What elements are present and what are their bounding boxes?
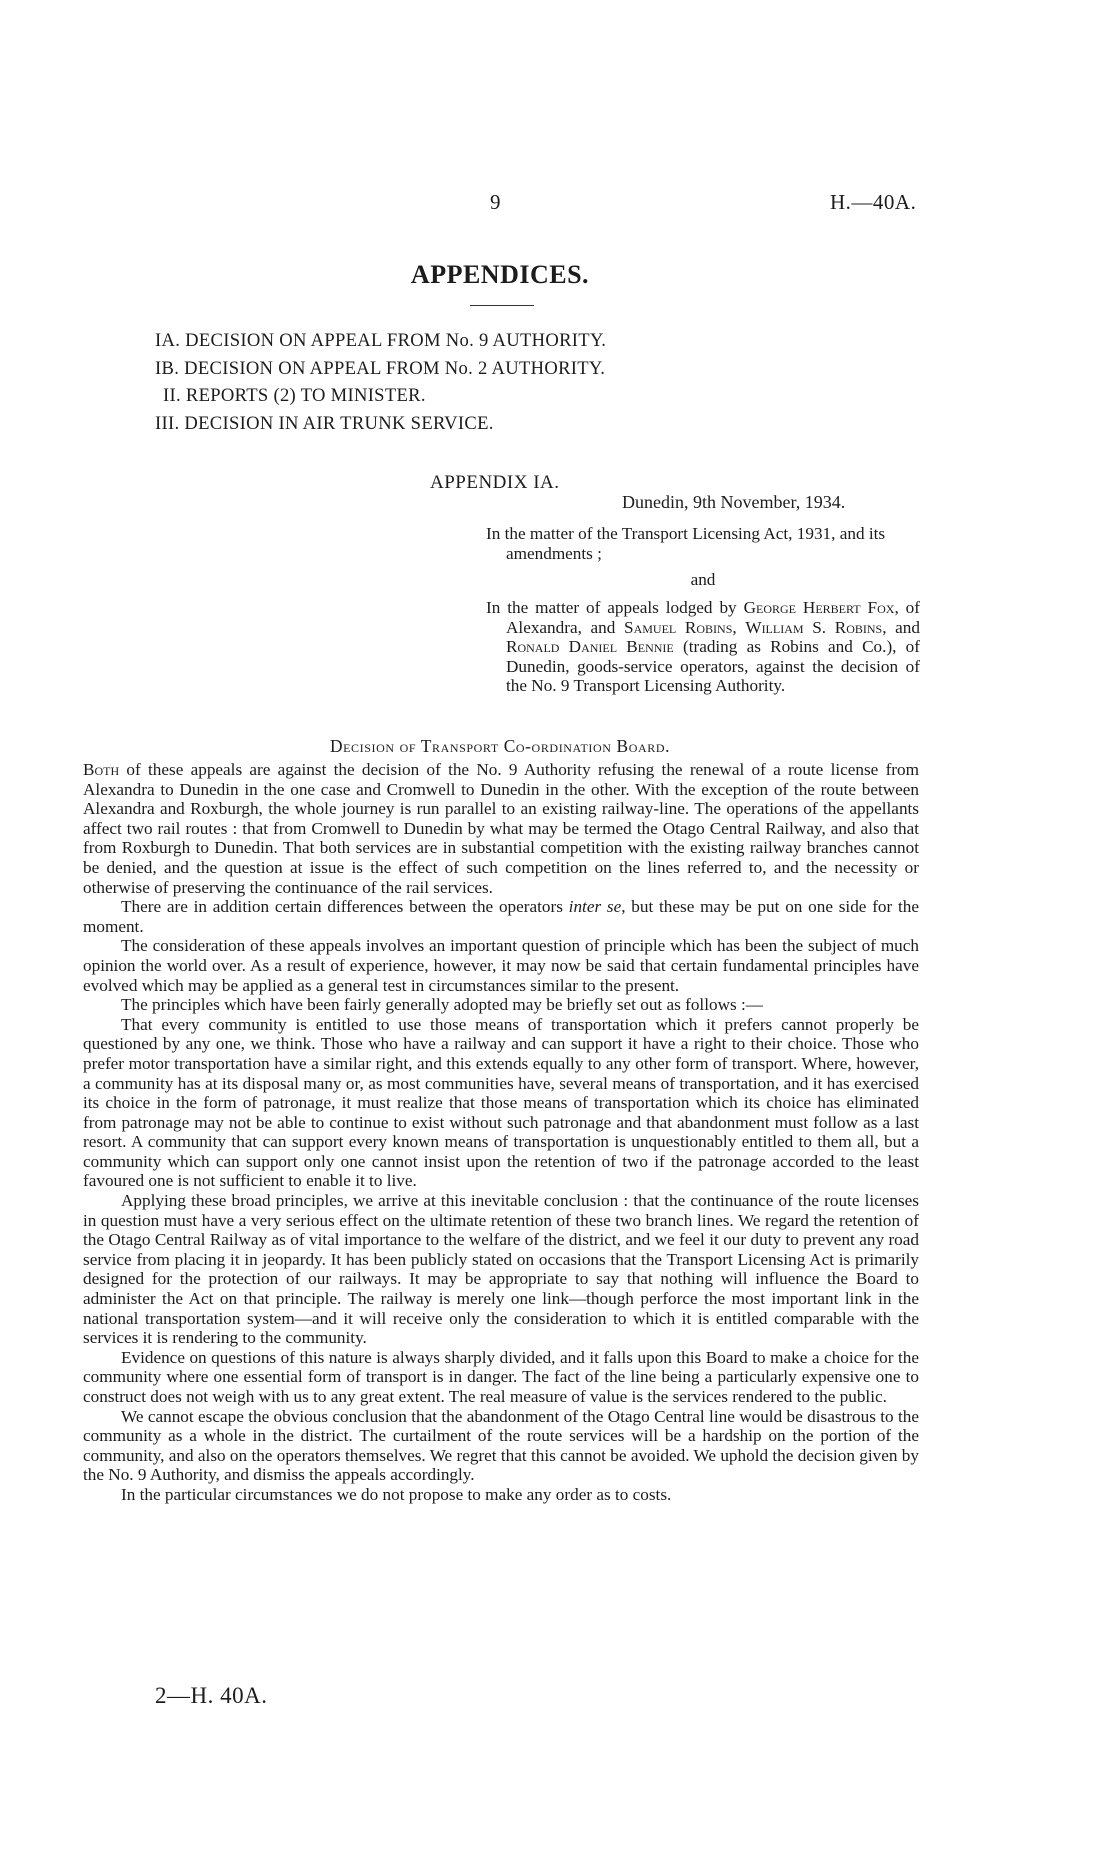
matter-clause-appeals	[486, 598, 920, 696]
contents-item-text: REPORTS (2) TO MINISTER.	[185, 385, 426, 406]
decision-date: Dunedin, 9th November, 1934.	[622, 492, 846, 512]
appellant-name: Ronald Daniel Bennie	[506, 637, 674, 657]
body-paragraph: The principles which have been fairly generally adopted may be briefly set out as follows :—	[121, 995, 763, 1015]
body-paragraph: In the particular circumstances we do not propose to make any order as to costs.	[121, 1484, 672, 1504]
contents-item	[155, 410, 606, 438]
contents-item	[155, 355, 606, 383]
contents-item-number: III.	[155, 412, 180, 434]
page-number: 9	[490, 190, 501, 214]
matter-clause-text: In the matter of the Transport Licensing Act, 1931, and its amendments ;	[486, 524, 886, 563]
contents-item-text: DECISION ON APPEAL FROM No. 2 AUTHORITY.	[184, 357, 606, 379]
document-reference: H.—40A.	[830, 190, 917, 214]
appellant-name: George Herbert Fox	[743, 598, 895, 617]
body-paragraph: That every community is entitled to use those means of transportation which it prefers cannot properly be questioned by any one, we think. Those who have a railway and can support it have a right to their choice. Those who prefer motor transportation have a similar right, and this extends equally to any other form of transport. Where, however, a community has at its disposal many or, as most communities have, several means of transportation, and it has exercised its choice in the form of patronage, it must realize that those means of transportation which its choice has eliminated from patronage may not be able to continue to exist without such patronage and that abandonment must follow as a last resort. A community that can support every known means of transportation is unquestionably entitled to them all, but a community which can support only one cannot insist upon the retention of two if the patronage accorded to the least favoured one is not sufficient to enable it to live.	[83, 1014, 919, 1191]
matter-clause-act	[486, 524, 920, 563]
matter-clause-text: In the matter of appeals lodged by George Herbert Fox, of Alexandra, and Samuel Robins, William S. Robins, and Ronald Daniel Bennie (trading as Robins and Co.), of Dunedin, goods-service operators, against the decision of the No. 9 Transport Licensing Authority.	[486, 598, 920, 696]
contents-item-number: IA.	[155, 330, 181, 351]
body-paragraph: The consideration of these appeals involves an important question of principle which has been the subject of much opinion the world over. As a result of experience, however, it may now be said that certain fundamental principles have evolved which may be applied as a general test in circumstances similar to the present.	[83, 936, 919, 995]
contents-item-number: II.	[163, 385, 181, 406]
page-footer-signature: 2—H. 40A.	[155, 1683, 268, 1708]
body-paragraph: We cannot escape the obvious conclusion that the abandonment of the Otago Central line would be disastrous to the community as a whole in the district. The curtailment of the route services will be a hardship on the portion of the community, and also on the operators themselves. We regret that this cannot be avoided. We uphold the decision given by the No. 9 Authority, and dismiss the appeals accordingly.	[83, 1406, 919, 1485]
contents-item-text: DECISION IN AIR TRUNK SERVICE.	[184, 412, 494, 434]
contents-item	[155, 327, 606, 355]
appendix-contents-list	[155, 327, 606, 437]
latin-phrase: inter se	[568, 897, 622, 917]
body-paragraph: There are in addition certain differences between the operators inter se, but these may be put on one side for the moment.	[83, 897, 920, 936]
title-divider	[470, 305, 534, 306]
contents-item-number: IB.	[155, 357, 180, 379]
decision-heading: Decision of Transport Co-ordination Board.	[329, 736, 671, 756]
body-paragraph: Evidence on questions of this nature is always sharply divided, and it falls upon this Board to make a choice for the community where one essential form of transport is in danger. The fact of the line being a particularly expensive one to construct does not weigh with us to any great extent. The real measure of value is the services rendered to the public.	[83, 1347, 919, 1406]
contents-item	[155, 382, 606, 410]
appellant-name: William S. Robins	[745, 617, 883, 637]
decision-body	[83, 760, 919, 1505]
lead-word: Both	[83, 760, 120, 779]
page-title: APPENDICES.	[410, 260, 590, 289]
body-paragraph: Applying these broad principles, we arrive at this inevitable conclusion : that the continuance of the route licenses in question must have a very serious effect on the ultimate retention of these two branch lines. We regard the retention of the Otago Central Railway as of vital importance to the welfare of the district, and we feel it our duty to prevent any road service from placing it in jeopardy. It has been publicly stated on occasions that the Transport Licensing Act is primarily designed for the protection of our railways. It may be appropriate to say that nothing will influence the Board to administer the Act on that principle. The railway is merely one link—though perforce the most important link in the national transportation system—and it will receive only the consideration to which it is entitled comparable with the services it is rendering to the community.	[83, 1191, 919, 1348]
body-paragraph: Both of these appeals are against the decision of the No. 9 Authority refusing the renewal of a route license from Alexandra to Dunedin in the one case and Cromwell to Dunedin in the other. With the exception of the route between Alexandra and Roxburgh, the whole journey is run parallel to an existing railway-line. The operations of the appellants affect two rail routes : that from Cromwell to Dunedin by what may be termed the Otago Central Railway, and also that from Roxburgh to Dunedin. That both services are in substantial competition with the existing railway branches cannot be denied, and the question at issue is the effect of such competition on the lines referred to, and the necessity or otherwise of preserving the continuance of the rail services.	[83, 760, 919, 897]
matter-conjunction: and	[690, 570, 716, 589]
appendix-heading: APPENDIX IA.	[430, 472, 560, 493]
appellant-name: Samuel Robins	[624, 617, 733, 637]
contents-item-text: DECISION ON APPEAL FROM No. 9 AUTHORITY.	[185, 330, 607, 351]
